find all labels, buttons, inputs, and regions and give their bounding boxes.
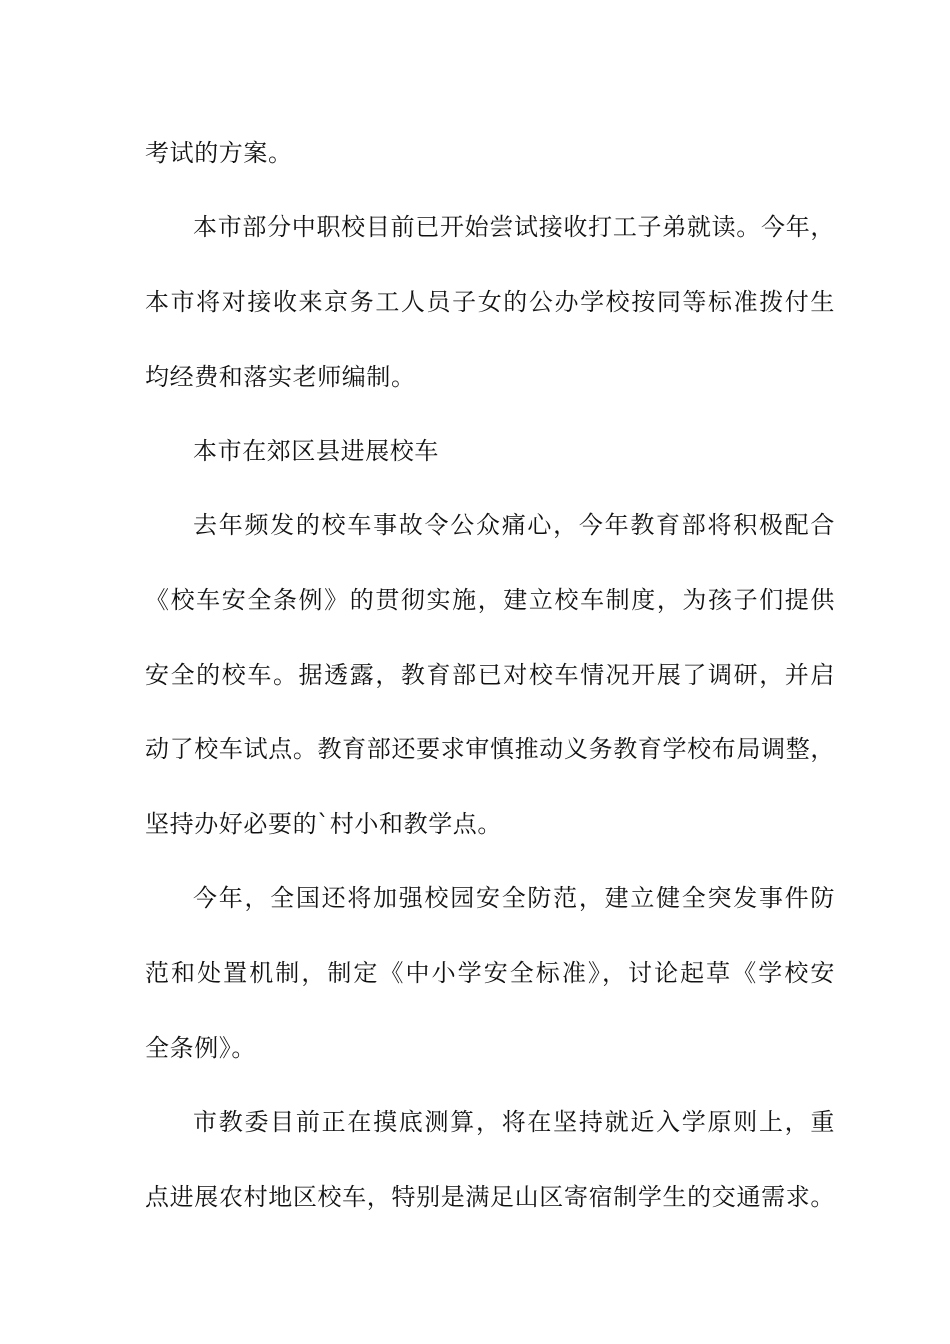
text-line: 考试的方案。 [145,139,293,167]
paragraph-first-line: 本市部分中职校目前已开始尝试接收打工子弟就读。今年， [193,213,835,241]
text-line: 全条例》。 [145,1034,256,1062]
text-line: 《校车安全条例》的贯彻实施，建立校车制度，为孩子们提供 [145,586,835,614]
text-line: 安全的校车。据透露，教育部已对校车情况开展了调研，并启 [145,661,835,689]
text-line: 本市将对接收来京务工人员子女的公办学校按同等标准拨付生 [145,288,835,316]
paragraph-first-line: 今年，全国还将加强校园安全防范，建立健全突发事件防 [193,884,835,912]
paragraph-first-line: 市教委目前正在摸底测算，将在坚持就近入学原则上，重 [193,1108,835,1136]
text-line: 点进展农村地区校车，特别是满足山区寄宿制学生的交通需求。 [145,1183,835,1211]
section-heading: 本市在郊区县进展校车 [193,437,439,465]
text-line: 动了校车试点。教育部还要求审慎推动义务教育学校布局调整， [145,735,835,763]
paragraph-first-line: 去年频发的校车事故令公众痛心，今年教育部将积极配合 [193,511,835,539]
text-line: 坚持办好必要的`村小和教学点。 [145,810,502,838]
text-line: 范和处置机制，制定《中小学安全标准》，讨论起草《学校安 [145,959,835,987]
text-line: 均经费和落实老师编制。 [145,363,416,391]
